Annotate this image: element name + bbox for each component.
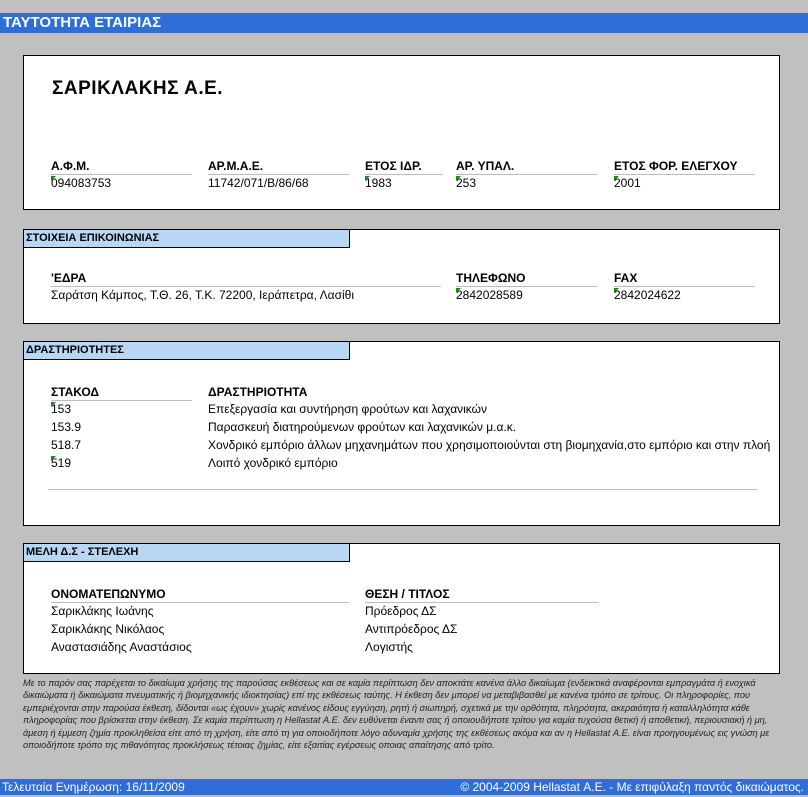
copyright: © 2004-2009 Hellastat Α.Ε. - Με επιφύλαξη παντός δικαιώματος.	[460, 780, 804, 794]
founding-year-value: 1983	[365, 176, 392, 190]
tax-audit-year-value: 2001	[614, 176, 641, 190]
contact-panel	[23, 229, 780, 324]
member-name: Σαρικλάκης Νικόλαος	[51, 622, 165, 636]
afm-value: 094083753	[51, 176, 112, 190]
armae-label: ΑΡ.Μ.Α.Ε.	[208, 159, 349, 175]
address-value: Σαράτση Κάμπος, Τ.Θ. 26, Τ.Κ. 72200, Ιεράπετρα, Λασίθι	[51, 288, 354, 302]
activity-description: Επεξεργασία και συντήρηση φρούτων και λαχανικών	[208, 402, 488, 416]
activities-panel	[23, 341, 780, 526]
afm-label: Α.Φ.Μ.	[51, 159, 192, 175]
phone-value: 2842028589	[456, 288, 523, 302]
member-title: Λογιστής	[365, 640, 413, 654]
activity-header: ΔΡΑΣΤΗΡΙΟΤΗΤΑ	[208, 385, 308, 399]
board-section-header: ΜΕΛΗ Δ.Σ - ΣΤΕΛΕΧΗ	[24, 544, 350, 562]
activities-divider	[48, 489, 757, 490]
board-panel	[23, 543, 780, 674]
activity-description: Λοιπό χονδρικό εμπόριο	[208, 456, 338, 470]
stakod-header: ΣΤΑΚΟΔ	[51, 385, 192, 401]
employees-value: 253	[456, 176, 477, 190]
member-name: Σαρικλάκης Ιωάνης	[51, 604, 154, 618]
phone-label: ΤΗΛΕΦΩΝΟ	[456, 271, 597, 287]
fax-label: FAX	[614, 271, 755, 287]
last-updated: Τελευταία Ενημέρωση: 16/11/2009	[2, 780, 185, 794]
address-label: 'ΕΔΡΑ	[51, 271, 441, 287]
member-name: Αναστασιάδης Αναστάσιος	[51, 640, 192, 654]
armae-value: 11742/071/Β/86/68	[208, 176, 309, 190]
activity-description: Χονδρικό εμπόριο άλλων μηχανημάτων που χρησιμοποιούνται στη βιομηχανία,στο εμπόριο και στην πλοή	[208, 438, 771, 452]
page-title: ΤΑΥΤΟΤΗΤΑ ΕΤΑΙΡΙΑΣ	[0, 13, 808, 33]
activity-code: 519	[51, 456, 72, 470]
disclaimer-text: Με το παρόν σας παρέχεται το δικαίωμα χρήσης της παρούσας εκθέσεως και σε καμία περίπτωση δεν αποκτάτε κανένα άλλο δικαίωμα (ενδεικτικά αναφέρονται εμπραγμάτα ή ενοχικά δικαιώματα ή δικαιώματα πνευματικής ή βιομηχανικής ιδιοκτησίας) επί της εκθέσεως ταύτης. Η έκθεση δεν μπορεί να μεταβιβασθεί με κανένα τρόπο σε τρίτους. Οι πληροφορίες, που εμπεριέχονται στην παρούσα έκθεση, δίδονται «ως έχουν» χωρίς κανένος είδους εγγύηση, ρητή ή σιωπηρή, σχετικά με την ορθότητα, πληρότητα, ακεραιότητα ή καταλληλότητα κάθε πληροφορίας που βρίσκεται στην έκθεση. Σε καμία περίπτωση η Hellastat Α.Ε. δεν ευθύνεται έναντι σας ή οποιουδήποτε τρίτου για καμία τυχούσα θετική ή αποθετική, περιουσιακή ή μη, άμεση ή έμμεση ζημία προκληθείσα είτε από τη χρήση, είτε από τη για οποιοδήποτε λόγο αδυναμία χρήσης της εκθέσεως ακόμα και αν η Hellastat Α.Ε. είναι προηγουμένως εις γνώση με οποιοδήποτε τρόπο της πιθανότητας προκλήσεως τέτοιας ζημίας, είτε εξαιτίας εγέρσεως οποιας απαίτησης από τρίτο.	[23, 678, 770, 751]
company-panel	[23, 55, 780, 210]
member-title-header: ΘΕΣΗ / ΤΙΤΛΟΣ	[365, 587, 599, 603]
contact-section-header: ΣΤΟΙΧΕΙΑ ΕΠΙΚΟΙΝΩΝΙΑΣ	[24, 230, 350, 248]
company-name: ΣΑΡΙΚΛΑΚΗΣ Α.Ε.	[52, 78, 224, 99]
member-title: Πρόεδρος ΔΣ	[365, 604, 437, 618]
activity-code: 518.7	[51, 438, 82, 452]
founding-year-label: ΕΤΟΣ ΙΔΡ.	[365, 159, 443, 175]
tax-audit-year-label: ΕΤΟΣ ΦΟΡ. ΕΛΕΓΧΟΥ	[614, 159, 755, 175]
activity-description: Παρασκευή διατηρούμενων φρούτων και λαχανικών μ.α.κ.	[208, 420, 517, 434]
employees-label: ΑΡ. ΥΠΑΛ.	[456, 159, 597, 175]
activity-code: 153.9	[51, 420, 82, 434]
activities-section-header: ΔΡΑΣΤΗΡΙΟΤΗΤΕΣ	[24, 342, 350, 360]
member-title: Αντιπρόεδρος ΔΣ	[365, 622, 458, 636]
footer-bar	[0, 779, 808, 795]
activity-code: 153	[51, 402, 72, 416]
fax-value: 2842024622	[614, 288, 681, 302]
member-name-header: ΟΝΟΜΑΤΕΠΩΝΥΜΟ	[51, 587, 349, 603]
